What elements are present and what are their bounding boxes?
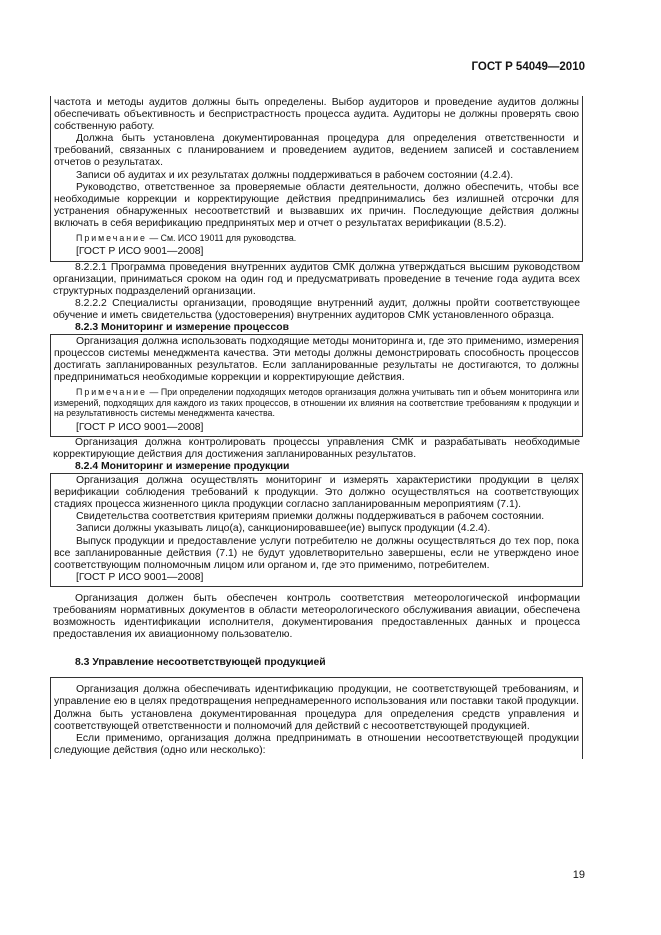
paragraph: Организация должна осуществлять мониторинг и измерять характеристики продукции в целях верификации соблюдения требований к продукции. Это должно осуществляться на соответствующих стадиях процесса жизненного цикла продукции согласно запланированным мероприятиям (7.1). [54, 475, 579, 511]
paragraph: частота и методы аудитов должны быть определены. Выбор аудиторов и проведение аудитов должны обеспечивать объективность и беспристрастность процесса аудита. Аудиторы не должны проверять свою собственную работу. [54, 97, 579, 133]
note [54, 387, 579, 418]
paragraph: Выпуск продукции и предоставление услуги потребителю не должны осуществляться до тех пор, пока все запланированные действия (7.1) не будут удовлетворительно завершены, если не утверждено иное соответствующим полномочным лицом или органом и, где это применимо, потребителем. [54, 535, 579, 571]
heading-8-2-4: 8.2.4 Мониторинг и измерение продукции [75, 460, 290, 472]
heading-8-3: 8.3 Управление несоответствующей продукцией [75, 657, 326, 669]
quote-box-audit [50, 96, 583, 262]
paragraph: Записи должны указывать лицо(а), санкционировавшее(ие) выпуск продукции (4.2.4). [76, 523, 491, 535]
page-number: 19 [572, 869, 585, 881]
note-text: — При определении подходящих методов организация должна учитывать тип и объем мониторинга или измерений, подходящих для каждого из таких процессов, в отношении их влияния на соответствие требованиям к продукции и на результативность системы менеджмента качества. [54, 387, 579, 419]
paragraph: Организация должна использовать подходящие методы мониторинга и, где это применимо, измерения процессов системы менеджмента качества. Эти методы должны демонстрировать способность процессов достигать запланированных результатов. Если запланированные результаты не достигаются, то должны предприниматься необходимые коррекции и корректирующие действия. [54, 336, 579, 384]
paragraph-8-2-2-1: 8.2.2.1 Программа проведения внутренних аудитов СМК должна утверждаться высшим руководством организации, приниматься сроком на один год и предусматривать проведение в течение года аудита всех структурных подразделений организации. [53, 261, 580, 297]
paragraph: Организация должна контролировать процессы управления СМК и разрабатывать необходимые корректирующие действия для достижения запланированных результатов. [53, 436, 580, 460]
paragraph: Если применимо, организация должна предпринимать в отношении несоответствующей продукции следующие действия (одно или несколько): [54, 732, 579, 756]
reference: [ГОСТ Р ИСО 9001—2008] [76, 421, 204, 433]
note [54, 233, 579, 243]
note-label: Примечание [76, 387, 147, 398]
paragraph: Должна быть установлена документированная процедура для определения ответственности и требований, связанных с планированием и проведением аудитов, ведением записей и составлением отчетов о результатах. [54, 133, 579, 169]
paragraph: Организация должен быть обеспечен контроль соответствия метеорологической информации требованиям нормативных документов в области метеорологического обслуживания авиации, обеспечена возможность идентификации исполнителя, документирования предоставленных данных и процесса предоставления их авиационному пользователю. [53, 592, 580, 641]
reference: [ГОСТ Р ИСО 9001—2008] [76, 571, 204, 583]
page-content [50, 96, 583, 759]
quote-box-product-monitoring [50, 473, 583, 587]
page-header: ГОСТ Р 54049—2010 [471, 61, 585, 73]
paragraph: Свидетельства соответствия критериям приемки должны поддерживаться в рабочем состоянии. [76, 511, 545, 523]
paragraph: Организация должна обеспечивать идентификацию продукции, не соответствующей требованиям, и управление ею в целях предотвращения непреднамеренного использования или поставки такой продукции. Должна быть установлена документированная процедура для определения средств управления и соответствующей ответственности и полномочий для действий с несоответствующей продукцией. [54, 684, 579, 732]
reference: [ГОСТ Р ИСО 9001—2008] [76, 246, 204, 258]
quote-box-nonconforming [50, 677, 583, 759]
paragraph: Руководство, ответственное за проверяемые области деятельности, должно обеспечить, чтобы все необходимые коррекции и корректирующие действия предпринимались без излишней отсрочки для устранения обнаруженных несоответствий и вызвавших их причин. Последующие действия должны включать в себя верификацию предпринятых мер и отчет о результатах верификации (8.5.2). [54, 181, 579, 229]
note-text: — См. ИСО 19011 для руководства. [146, 233, 297, 244]
heading-8-2-3: 8.2.3 Мониторинг и измерение процессов [75, 322, 289, 333]
paragraph-8-2-2-2: 8.2.2.2 Специалисты организации, проводящие внутренний аудит, должны пройти соответствующее обучение и иметь свидетельства (удостоверения) внутренних аудиторов СМК установленного образца. [53, 297, 580, 321]
quote-box-process-monitoring [50, 334, 583, 437]
note-label: Примечание [76, 233, 147, 244]
paragraph: Записи об аудитах и их результатах должны поддерживаться в рабочем состоянии (4.2.4). [76, 169, 514, 181]
